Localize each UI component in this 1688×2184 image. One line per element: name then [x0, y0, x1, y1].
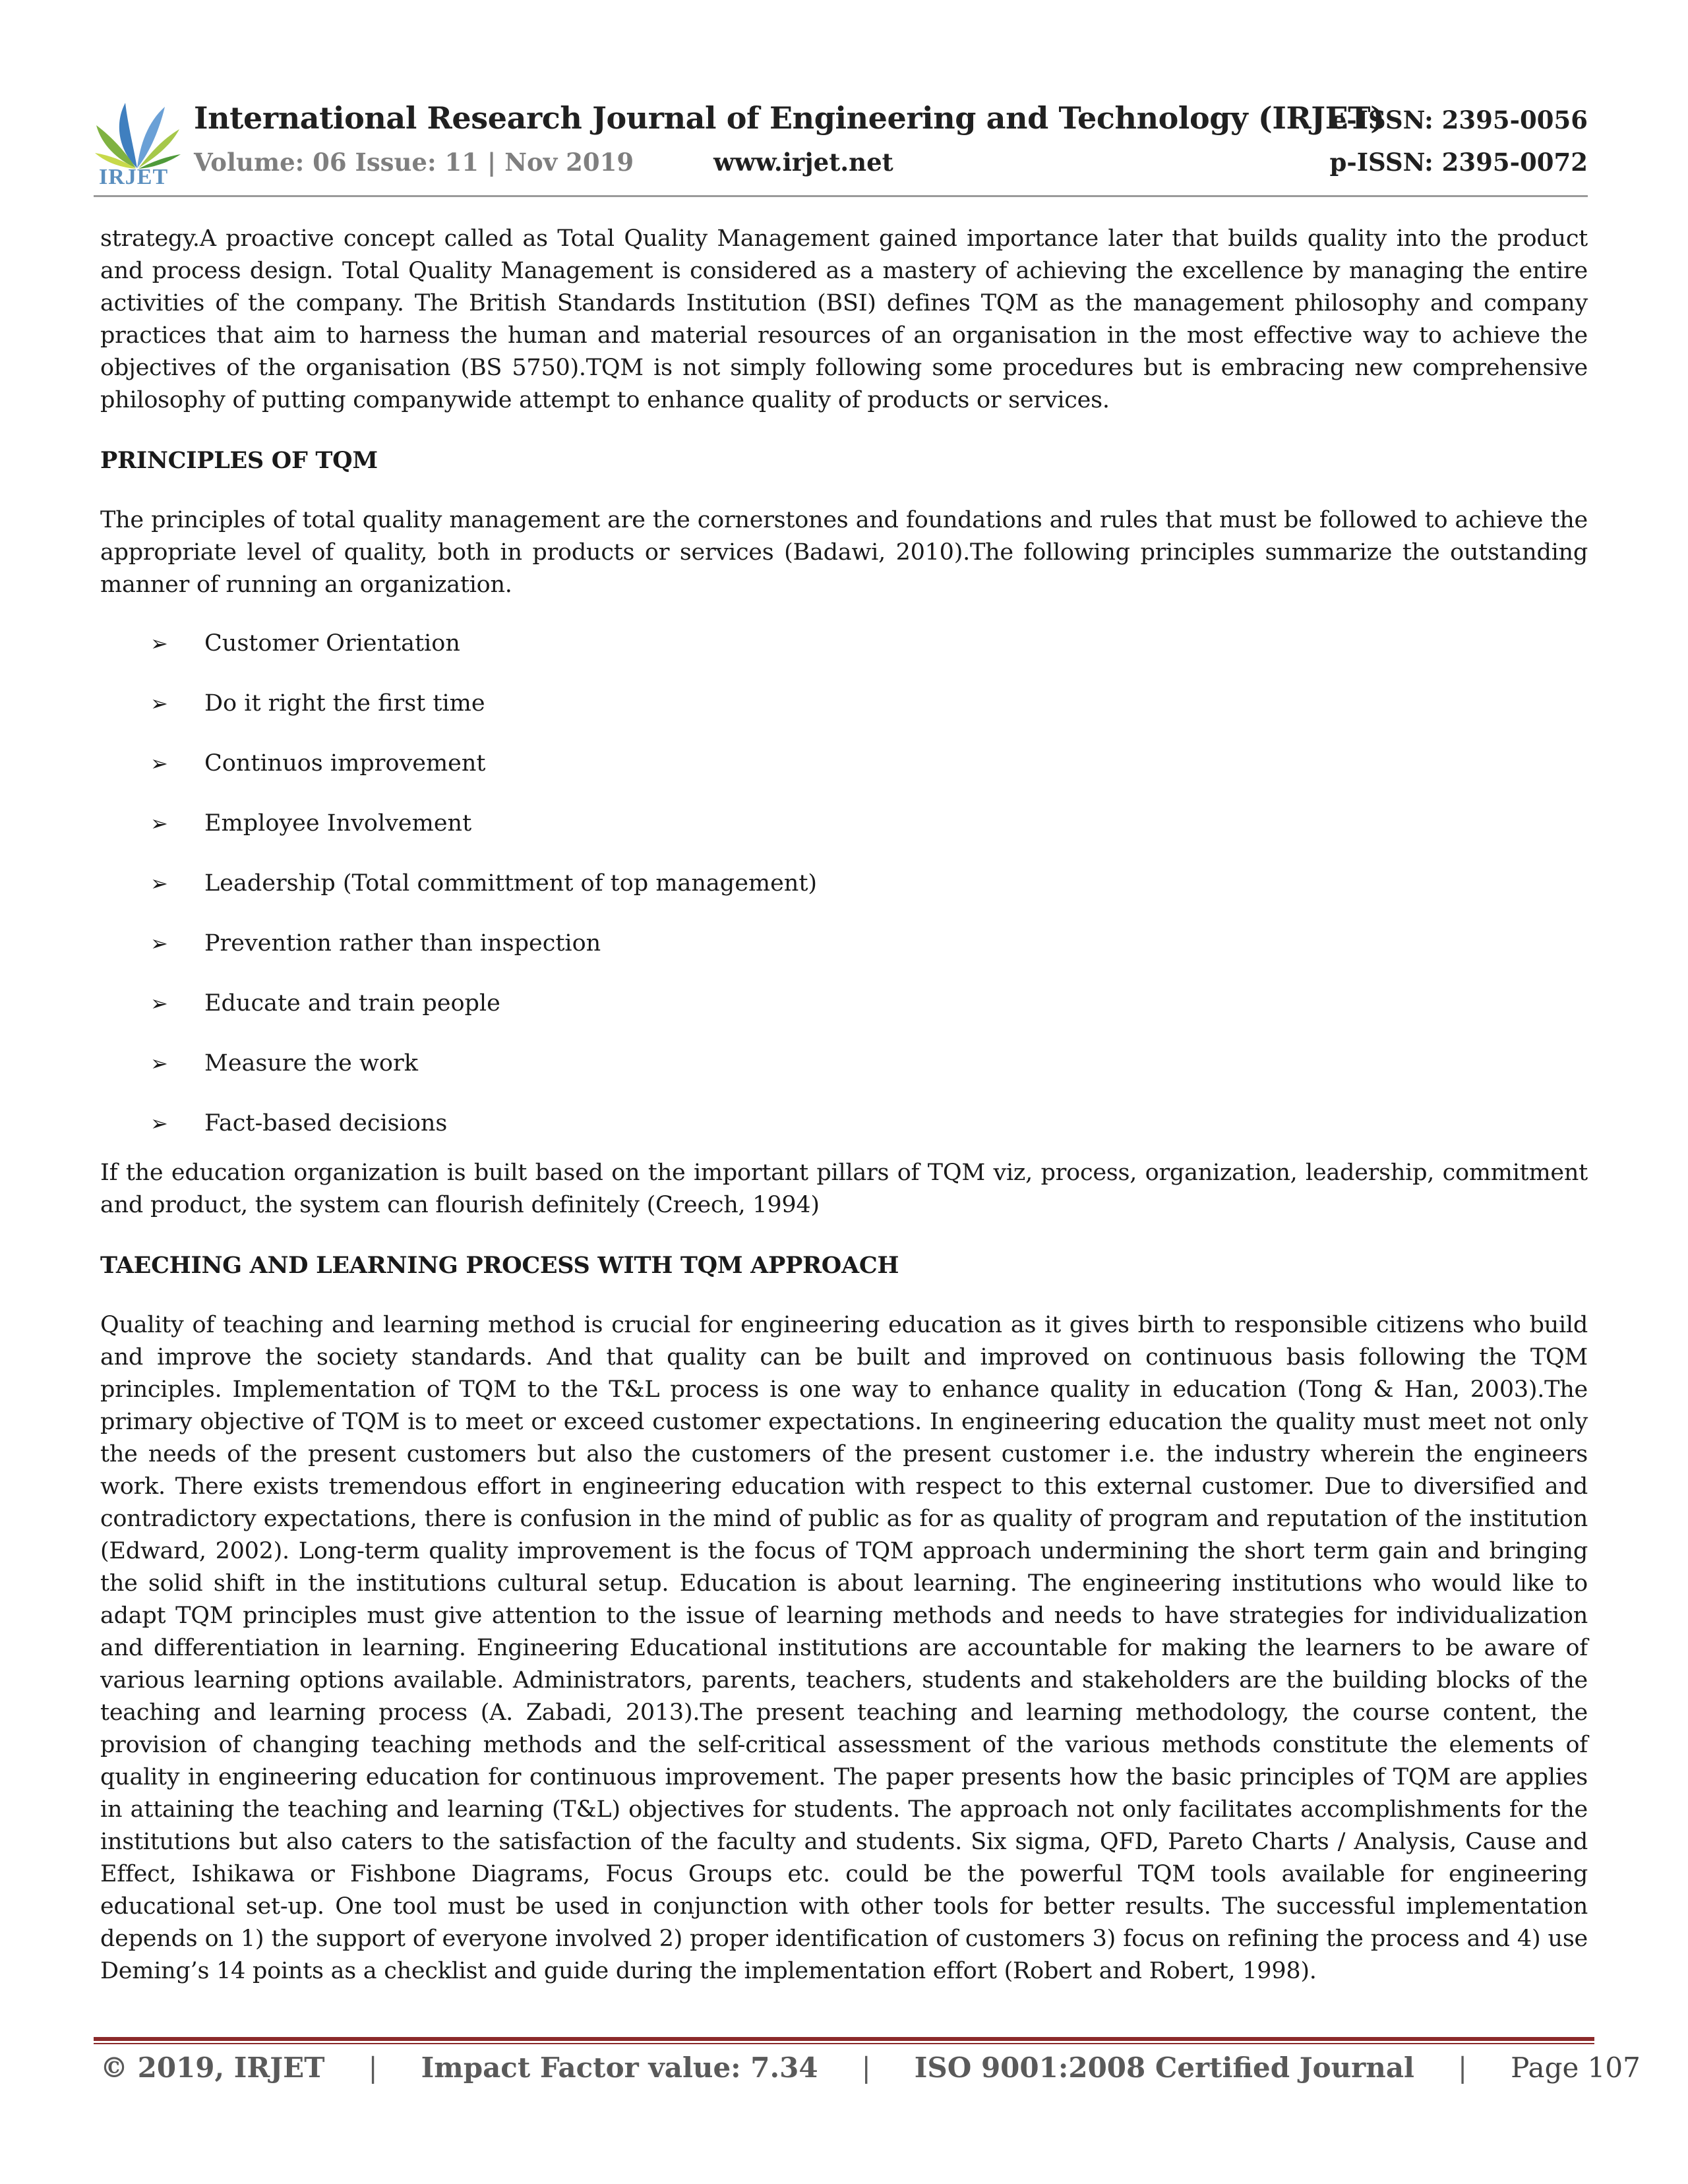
- list-item: ➢ Prevention rather than inspection: [100, 913, 1588, 973]
- list-item: ➢ Continuos improvement: [100, 733, 1588, 793]
- arrow-bullet-icon: ➢: [150, 630, 168, 656]
- page-header: [94, 99, 1588, 198]
- leaf-logo-icon: [94, 99, 182, 171]
- journal-title: International Research Journal of Engineering and Technology (IRJET): [194, 100, 1385, 136]
- footer-iso: ISO 9001:2008 Certified Journal: [914, 2051, 1415, 2084]
- arrow-bullet-icon: ➢: [150, 750, 168, 776]
- footer-separator: |: [368, 2051, 378, 2084]
- list-item: ➢ Leadership (Total committment of top management): [100, 853, 1588, 913]
- logo-text: IRJET: [99, 165, 169, 189]
- page-footer: [100, 2051, 1641, 2084]
- arrow-bullet-icon: ➢: [150, 930, 168, 956]
- principles-paragraph: The principles of total quality management are the cornerstones and foundations and rules that must be followed to achieve the appropriate level of quality, both in products or services (Badawi, 2010).The following principles summarize the outstanding manner of running an organization.: [100, 507, 1588, 598]
- teaching-paragraph: Quality of teaching and learning method is crucial for engineering education as it gives birth to responsible citizens who build and improve the society standards. And that quality can be built and improved on continuous basis following the TQM principles. Implementation of TQM to the T&L process is one way to enhance quality in education (Tong & Han, 2003).The primary objective of TQM is to meet or exceed customer expectations. In engineering education the quality must meet not only the needs of the present customers but also the customers of the present customer i.e. the industry wherein the engineers work. There exists tremendous effort in engineering education with respect to this external customer. Due to diversified and contradictory expectations, there is confusion in the mind of public as for as quality of program and reputation of the institution (Edward, 2002). Long-term quality improvement is the focus of TQM approach undermining the short term gain and bringing the solid shift in the institutions cultural setup. Education is about learning. The engineering institutions who would like to adapt TQM principles must give attention to the issue of learning methods and needs to have strategies for individualization and differentiation in learning. Engineering Educational institutions are accountable for making the learners to be aware of various learning options available. Administrators, parents, teachers, students and stakeholders are the building blocks of the teaching and learning process (A. Zabadi, 2013).The present teaching and learning methodology, the course content, the provision of changing teaching methods and the self-critical assessment of the various methods constitute the elements of quality in engineering education for continuous improvement. The paper presents how the basic principles of TQM are applies in attaining the teaching and learning (T&L) objectives for students. The approach not only facilitates accomplishments for the institutions but also caters to the satisfaction of the faculty and students. Six sigma, QFD, Pareto Charts / Analysis, Cause and Effect, Ishikawa or Fishbone Diagrams, Focus Groups etc. could be the powerful TQM tools available for engineering educational set-up. One tool must be used in conjunction with other tools for better results. The successful implementation depends on 1) the support of everyone involved 2) proper identification of customers 3) focus on refining the process and 4) use Deming’s 14 points as a checklist and guide during the implementation effort (Robert and Robert, 1998).: [100, 1312, 1588, 1984]
- arrow-bullet-icon: ➢: [150, 870, 168, 896]
- eissn: e-ISSN: 2395-0056: [1331, 105, 1588, 134]
- header-divider: [94, 195, 1588, 197]
- arrow-bullet-icon: ➢: [150, 810, 168, 836]
- principles-closing: If the education organization is built based on the important pillars of TQM viz, process, organization, leadership, commitment and product, the system can flourish definitely (Creech, 1994): [100, 1160, 1588, 1218]
- journal-website[interactable]: www.irjet.net: [713, 148, 893, 177]
- footer-separator: |: [861, 2051, 871, 2084]
- list-item: ➢ Measure the work: [100, 1033, 1588, 1093]
- arrow-bullet-icon: ➢: [150, 690, 168, 716]
- arrow-bullet-icon: ➢: [150, 1050, 168, 1076]
- list-item: ➢ Customer Orientation: [100, 613, 1588, 673]
- list-item: ➢ Do it right the first time: [100, 673, 1588, 733]
- list-item: ➢ Fact-based decisions: [100, 1093, 1588, 1153]
- footer-copyright: © 2019, IRJET: [100, 2051, 325, 2084]
- footer-impact-factor: Impact Factor value: 7.34: [421, 2051, 818, 2084]
- page-body: [100, 223, 1588, 1988]
- section-heading-teaching: TAECHING AND LEARNING PROCESS WITH TQM APPROACH: [100, 1252, 899, 1279]
- pissn: p-ISSN: 2395-0072: [1329, 148, 1588, 177]
- irjet-logo: [94, 99, 182, 191]
- list-item: ➢ Educate and train people: [100, 973, 1588, 1033]
- footer-divider: [94, 2037, 1594, 2041]
- footer-divider-thin: [94, 2043, 1594, 2044]
- intro-paragraph: strategy.A proactive concept called as Total Quality Management gained importance later that builds quality into the product and process design. Total Quality Management is considered as a mastery of achieving the excellence by managing the entire activities of the company. The British Standards Institution (BSI) defines TQM as the management philosophy and company practices that aim to harness the human and material resources of an organisation in the most effective way to achieve the objectives of the organisation (BS 5750).TQM is not simply following some procedures but is embracing new comprehensive philosophy of putting companywide attempt to enhance quality of products or services.: [100, 225, 1588, 413]
- principles-list: [100, 613, 1588, 1153]
- arrow-bullet-icon: ➢: [150, 1110, 168, 1136]
- volume-issue: Volume: 06 Issue: 11 | Nov 2019: [194, 148, 634, 177]
- section-heading-principles: PRINCIPLES OF TQM: [100, 447, 378, 474]
- list-item: ➢ Employee Involvement: [100, 793, 1588, 853]
- page-number: Page 107: [1511, 2051, 1641, 2084]
- footer-separator: |: [1458, 2051, 1468, 2084]
- arrow-bullet-icon: ➢: [150, 990, 168, 1016]
